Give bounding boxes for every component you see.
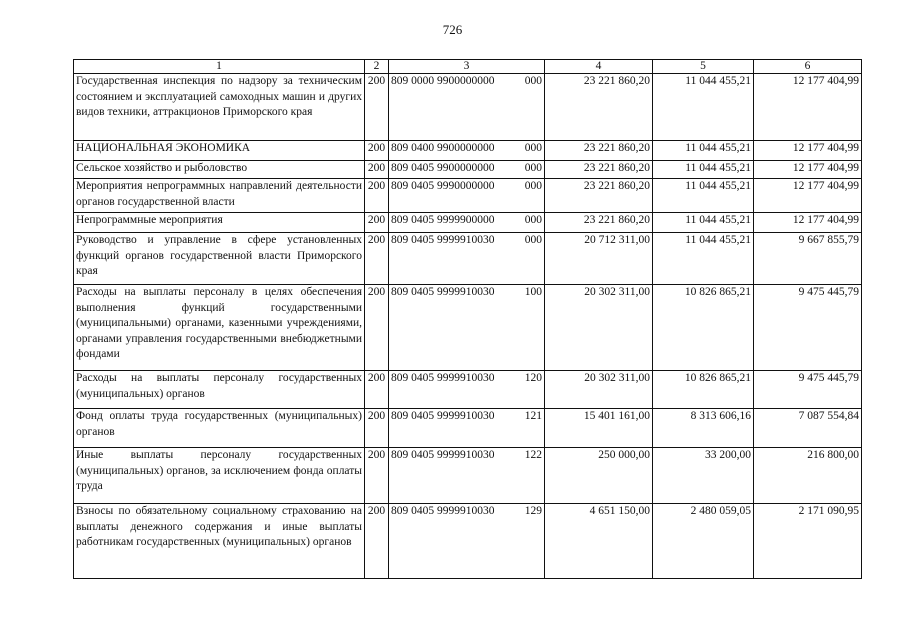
row-value-6: 12 177 404,99 [754, 74, 862, 141]
row-value-4: 15 401 161,00 [545, 409, 653, 448]
header-cell-1: 1 [74, 60, 365, 74]
table-row [74, 371, 862, 409]
row-code-main: 809 0405 9999910030 [391, 505, 495, 517]
row-code [389, 504, 545, 579]
row-value-5: 10 826 865,21 [653, 285, 754, 371]
budget-table [73, 59, 862, 579]
row-value-6: 9 475 445,79 [754, 285, 862, 371]
row-col2: 200 [365, 409, 389, 448]
row-value-6: 9 667 855,79 [754, 233, 862, 285]
row-col2: 200 [365, 161, 389, 179]
row-value-6: 12 177 404,99 [754, 141, 862, 161]
row-name: Сельское хозяйство и рыболовство [74, 161, 365, 179]
row-value-6: 12 177 404,99 [754, 179, 862, 213]
row-value-4: 23 221 860,20 [545, 213, 653, 233]
row-value-4: 250 000,00 [545, 448, 653, 504]
row-value-4: 20 302 311,00 [545, 285, 653, 371]
row-code-main: 809 0405 9999910030 [391, 410, 495, 422]
row-name: Мероприятия непрограммных направлений деятельности органов государственной власти [74, 179, 365, 213]
row-value-5: 11 044 455,21 [653, 74, 754, 141]
row-code-type: 120 [524, 372, 542, 384]
row-col2: 200 [365, 371, 389, 409]
row-value-6: 216 800,00 [754, 448, 862, 504]
row-value-5: 11 044 455,21 [653, 161, 754, 179]
row-code [389, 285, 545, 371]
row-code [389, 371, 545, 409]
row-code [389, 141, 545, 161]
table-header-row [74, 60, 862, 74]
row-col2: 200 [365, 448, 389, 504]
row-name: Взносы по обязательному социальному страхованию на выплаты денежного содержания и иные выплаты работникам государственных (муниципальных) органов [74, 504, 365, 579]
row-code-main: 809 0405 9999900000 [391, 214, 495, 226]
row-code [389, 213, 545, 233]
row-col2: 200 [365, 285, 389, 371]
row-code [389, 161, 545, 179]
page-number: 726 [442, 22, 463, 37]
row-code-main: 809 0405 9900000000 [391, 162, 495, 174]
row-name: Фонд оплаты труда государственных (муниципальных) органов [74, 409, 365, 448]
row-code-type: 000 [524, 162, 542, 174]
row-code [389, 409, 545, 448]
table-row [74, 504, 862, 579]
table-row [74, 233, 862, 285]
row-code-type: 000 [524, 214, 542, 226]
row-name: Иные выплаты персоналу государственных (муниципальных) органов, за исключением фонда оплаты труда [74, 448, 365, 504]
row-code-type: 000 [524, 142, 542, 154]
header-cell-4: 4 [545, 60, 653, 74]
row-value-5: 2 480 059,05 [653, 504, 754, 579]
table-row [74, 161, 862, 179]
row-code-main: 809 0405 9990000000 [391, 180, 495, 192]
row-value-4: 23 221 860,20 [545, 141, 653, 161]
row-code-main: 809 0400 9900000000 [391, 142, 495, 154]
row-name: Расходы на выплаты персоналу в целях обеспечения выполнения функций государственными (муниципальными) органами, казенными учреждениями, органами управления государственными внебюджетными фондами [74, 285, 365, 371]
row-code-type: 122 [524, 449, 542, 461]
row-value-6: 12 177 404,99 [754, 213, 862, 233]
row-col2: 200 [365, 233, 389, 285]
row-code-type: 000 [524, 234, 542, 246]
row-code [389, 233, 545, 285]
table-row [74, 141, 862, 161]
row-col2: 200 [365, 504, 389, 579]
row-code-type: 129 [524, 505, 542, 517]
header-cell-3: 3 [389, 60, 545, 74]
row-value-5: 33 200,00 [653, 448, 754, 504]
row-value-4: 23 221 860,20 [545, 161, 653, 179]
header-cell-5: 5 [653, 60, 754, 74]
row-name: Непрограммные мероприятия [74, 213, 365, 233]
row-code-type: 000 [524, 180, 542, 192]
row-col2: 200 [365, 74, 389, 141]
table-row [74, 285, 862, 371]
row-value-6: 12 177 404,99 [754, 161, 862, 179]
row-value-4: 4 651 150,00 [545, 504, 653, 579]
table-row [74, 74, 862, 141]
header-cell-2: 2 [365, 60, 389, 74]
table-row [74, 179, 862, 213]
row-name: Расходы на выплаты персоналу государственных (муниципальных) органов [74, 371, 365, 409]
table-row [74, 448, 862, 504]
row-value-5: 11 044 455,21 [653, 179, 754, 213]
row-code [389, 448, 545, 504]
row-code-main: 809 0405 9999910030 [391, 372, 495, 384]
row-code [389, 74, 545, 141]
row-code-type: 100 [524, 286, 542, 298]
row-value-4: 20 712 311,00 [545, 233, 653, 285]
row-code-type: 000 [524, 75, 542, 87]
row-value-5: 8 313 606,16 [653, 409, 754, 448]
row-value-6: 7 087 554,84 [754, 409, 862, 448]
row-value-4: 20 302 311,00 [545, 371, 653, 409]
row-value-4: 23 221 860,20 [545, 179, 653, 213]
row-name: Руководство и управление в сфере установленных функций органов государственной власти Приморского края [74, 233, 365, 285]
row-col2: 200 [365, 213, 389, 233]
header-cell-6: 6 [754, 60, 862, 74]
table-row [74, 213, 862, 233]
row-col2: 200 [365, 179, 389, 213]
row-col2: 200 [365, 141, 389, 161]
row-value-4: 23 221 860,20 [545, 74, 653, 141]
row-code-main: 809 0000 9900000000 [391, 75, 495, 87]
row-name: Государственная инспекция по надзору за техническим состоянием и эксплуатацией самоходных машин и других видов техники, аттракционов Приморского края [74, 74, 365, 141]
row-name: НАЦИОНАЛЬНАЯ ЭКОНОМИКА [74, 141, 365, 161]
row-value-5: 11 044 455,21 [653, 141, 754, 161]
row-code [389, 179, 545, 213]
row-value-5: 11 044 455,21 [653, 213, 754, 233]
row-value-6: 2 171 090,95 [754, 504, 862, 579]
row-code-main: 809 0405 9999910030 [391, 234, 495, 246]
row-code-main: 809 0405 9999910030 [391, 449, 495, 461]
table-row [74, 409, 862, 448]
row-code-type: 121 [524, 410, 542, 422]
row-code-main: 809 0405 9999910030 [391, 286, 495, 298]
row-value-5: 10 826 865,21 [653, 371, 754, 409]
row-value-6: 9 475 445,79 [754, 371, 862, 409]
row-value-5: 11 044 455,21 [653, 233, 754, 285]
